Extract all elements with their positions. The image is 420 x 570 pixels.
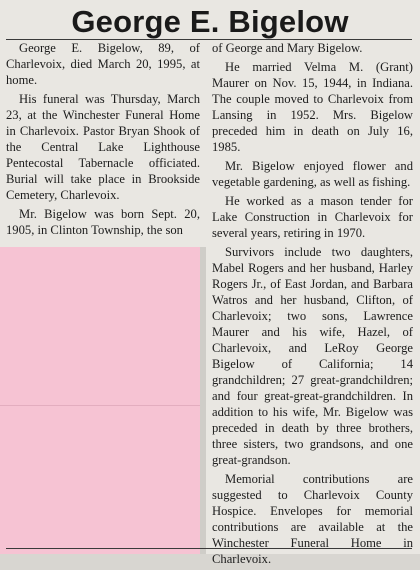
left-column [6, 40, 200, 241]
paragraph-parents: of George and Mary Bigelow. [212, 41, 363, 55]
paragraph-birth: Mr. Bigelow was born Sept. 20, 1905, in Clinton Township, the son [6, 207, 200, 237]
paragraph-survivors: Survivors include two daughters, Mabel Rogers and her husband, Harley Rogers Jr., of East Jordan, and Barbara Watros and her husband, Clifton, of Charlevoix; two sons, Lawrence Maurer and his wife, Hazel, of Charlevoix, and LeRoy George Bigelow of California; 14 grandchildren; 27 great-grandchildren; and four great-great-grandchildren. In addition to his wife, Mr. Bigelow was preceded in death by three brothers, three sisters, two grandsons, and one great-grandson. [212, 245, 413, 467]
right-column [212, 40, 413, 570]
bottom-rule [6, 548, 412, 549]
obituary-headline: George E. Bigelow [71, 4, 349, 39]
paragraph-hobbies: Mr. Bigelow enjoyed flower and vegetable gardening, as well as fishing. [212, 159, 413, 189]
paragraph-marriage: He married Velma M. (Grant) Maurer on Nov. 15, 1944, in Indiana. The couple moved to Charlevoix from Lansing in 1952. Mrs. Bigelow preceded him in death on July 16, 1985. [212, 60, 413, 154]
paragraph-memorials: Memorial contributions are suggested to Charlevoix County Hospice. Envelopes for memorial contributions are available at the Winchester Funeral Home in Charlevoix. [212, 472, 413, 566]
paper-fold-line [0, 405, 200, 406]
paper-edge [200, 247, 206, 554]
paragraph-death-notice: George E. Bigelow, 89, of Charlevoix, died March 20, 1995, at home. [6, 41, 200, 87]
pink-paper-overlay [0, 247, 200, 554]
paragraph-funeral: His funeral was Thursday, March 23, at the Winchester Funeral Home in Charlevoix. Pastor Bryan Shook of the Central Lake Lighthouse Pentecostal Tabernacle officiated. Burial will take place in Brookside Cemetery, Charlevoix. [6, 92, 200, 202]
paragraph-work: He worked as a mason tender for Lake Construction in Charlevoix for several years, retiring in 1970. [212, 194, 413, 240]
